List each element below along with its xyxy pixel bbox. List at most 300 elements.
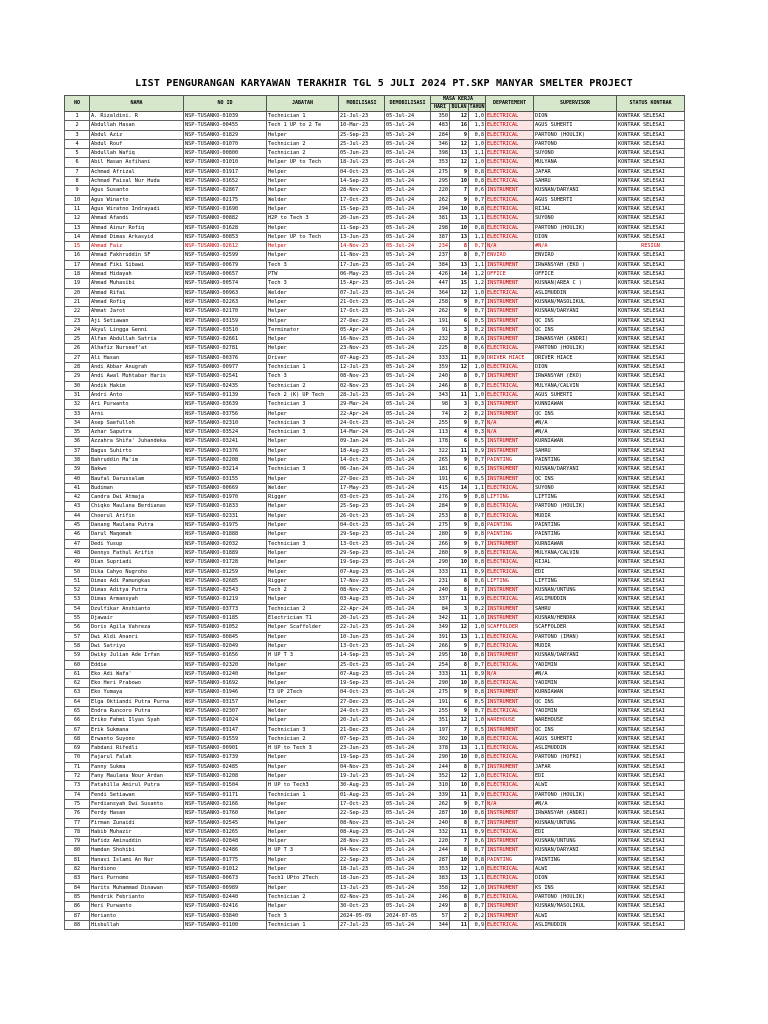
- row-departement: INSTRUMENT: [486, 186, 534, 195]
- row-no: 26: [65, 344, 90, 353]
- row-supervisor: QC INS: [534, 725, 617, 734]
- row-status-kontrak: KONTRAK SELESAI: [617, 818, 685, 827]
- row-no: 9: [65, 186, 90, 195]
- row-nama: Heri Purwanto: [90, 902, 184, 911]
- row-nama: Ahmad Dimas Arkasyid: [90, 232, 184, 241]
- row-status-kontrak: KONTRAK SELESAI: [617, 465, 685, 474]
- row-status-kontrak: KONTRAK SELESAI: [617, 530, 685, 539]
- row-no: 39: [65, 465, 90, 474]
- row-tahun: 0,8: [469, 781, 486, 790]
- row-tahun: 0,7: [469, 381, 486, 390]
- row-tahun: 1,0: [469, 390, 486, 399]
- row-mobilisasi: 2024-05-09: [339, 911, 385, 920]
- row-no: 48: [65, 548, 90, 557]
- row-hari: 287: [431, 809, 450, 818]
- row-demobilisasi: 2024-07-05: [385, 911, 431, 920]
- row-jabatan: Technician 2: [267, 734, 339, 743]
- row-mobilisasi: 01-Aug-23: [339, 790, 385, 799]
- row-tahun: 0,8: [469, 493, 486, 502]
- row-supervisor: DRIVER HIACE: [534, 353, 617, 362]
- row-departement: INSTRUMENT: [486, 325, 534, 334]
- row-hari: 364: [431, 288, 450, 297]
- row-bulan: 8: [450, 251, 469, 260]
- row-no-id: NSP-TUSANKO-01185: [184, 614, 267, 623]
- row-demobilisasi: 05-Jul-24: [385, 669, 431, 678]
- row-tahun: 0,7: [469, 586, 486, 595]
- row-hari: 266: [431, 539, 450, 548]
- row-jabatan: Helper: [267, 502, 339, 511]
- table-row: [65, 744, 685, 753]
- row-hari: 254: [431, 660, 450, 669]
- row-hari: 344: [431, 920, 450, 929]
- row-demobilisasi: 05-Jul-24: [385, 279, 431, 288]
- row-nama: Eddie: [90, 660, 184, 669]
- row-hari: 384: [431, 260, 450, 269]
- row-departement: LIFTING: [486, 493, 534, 502]
- row-supervisor: KUSNAN/UNTUNG: [534, 837, 617, 846]
- row-hari: 343: [431, 390, 450, 399]
- row-hari: 262: [431, 195, 450, 204]
- header-status-kontrak: STATUS KONTRAK: [617, 96, 685, 112]
- table-row: [65, 121, 685, 130]
- row-mobilisasi: 25-Sep-23: [339, 502, 385, 511]
- row-nama: Dimas Armansyah: [90, 595, 184, 604]
- row-hari: 352: [431, 772, 450, 781]
- row-nama: Arni: [90, 409, 184, 418]
- row-bulan: 13: [450, 214, 469, 223]
- row-hari: 258: [431, 297, 450, 306]
- row-mobilisasi: 08-Nov-23: [339, 818, 385, 827]
- row-hari: 349: [431, 623, 450, 632]
- row-mobilisasi: 28-Nov-23: [339, 186, 385, 195]
- row-departement: ELECTRICAL: [486, 744, 534, 753]
- row-departement: INSTRUMENT: [486, 688, 534, 697]
- row-demobilisasi: 05-Jul-24: [385, 688, 431, 697]
- row-no-id: NSP-TUSANKO-00800: [184, 149, 267, 158]
- header-departement: DEPARTEMENT: [486, 96, 534, 112]
- row-hari: 287: [431, 855, 450, 864]
- row-demobilisasi: 05-Jul-24: [385, 167, 431, 176]
- row-mobilisasi: 21-Dec-23: [339, 725, 385, 734]
- row-departement: ELECTRICAL: [486, 158, 534, 167]
- row-supervisor: KUSNAN/MASOLIKUL: [534, 902, 617, 911]
- row-tahun: 0,8: [469, 167, 486, 176]
- row-nama: Erik Sukmana: [90, 725, 184, 734]
- row-supervisor: MULYANA/CALVIN: [534, 548, 617, 557]
- row-jabatan: Helper: [267, 679, 339, 688]
- row-bulan: 8: [450, 902, 469, 911]
- row-no: 43: [65, 502, 90, 511]
- row-mobilisasi: 13-Jun-23: [339, 232, 385, 241]
- row-tahun: 0,8: [469, 855, 486, 864]
- row-mobilisasi: 25-Jul-23: [339, 139, 385, 148]
- row-no: 57: [65, 632, 90, 641]
- row-mobilisasi: 22-Apr-24: [339, 409, 385, 418]
- row-departement: ELECTRICAL: [486, 502, 534, 511]
- row-nama: Choerul Arifin: [90, 511, 184, 520]
- row-status-kontrak: KONTRAK SELESAI: [617, 335, 685, 344]
- row-hari: 240: [431, 372, 450, 381]
- row-status-kontrak: KONTRAK SELESAI: [617, 297, 685, 306]
- row-mobilisasi: 28-Jul-23: [339, 390, 385, 399]
- row-departement: ELECTRICAL: [486, 344, 534, 353]
- row-demobilisasi: 05-Jul-24: [385, 632, 431, 641]
- row-mobilisasi: 19-Sep-23: [339, 558, 385, 567]
- row-status-kontrak: KONTRAK SELESAI: [617, 381, 685, 390]
- row-tahun: 1,1: [469, 744, 486, 753]
- row-jabatan: Helper: [267, 799, 339, 808]
- row-tahun: 1,0: [469, 158, 486, 167]
- table-row: [65, 883, 685, 892]
- row-no-id: NSP-TUSANKO-02307: [184, 707, 267, 716]
- row-departement: INSTRUMENT: [486, 400, 534, 409]
- row-no-id: NSP-TUSANKO-02310: [184, 418, 267, 427]
- table-row: [65, 902, 685, 911]
- row-mobilisasi: 19-Sep-23: [339, 753, 385, 762]
- row-nama: Akyul Lingga Genni: [90, 325, 184, 334]
- row-bulan: 3: [450, 325, 469, 334]
- row-tahun: 0,2: [469, 604, 486, 613]
- row-demobilisasi: 05-Jul-24: [385, 465, 431, 474]
- row-status-kontrak: KONTRAK SELESAI: [617, 167, 685, 176]
- row-no: 16: [65, 251, 90, 260]
- table-row: [65, 279, 685, 288]
- row-departement: INSTRUMENT: [486, 818, 534, 827]
- row-bulan: 8: [450, 660, 469, 669]
- row-bulan: 3: [450, 400, 469, 409]
- row-status-kontrak: KONTRAK SELESAI: [617, 186, 685, 195]
- row-mobilisasi: 21-Oct-23: [339, 297, 385, 306]
- row-demobilisasi: 05-Jul-24: [385, 307, 431, 316]
- row-departement: ELECTRICAL: [486, 204, 534, 213]
- row-hari: 244: [431, 846, 450, 855]
- row-nama: Dwi Satriyo: [90, 641, 184, 650]
- row-departement: N/A: [486, 428, 534, 437]
- row-no: 75: [65, 799, 90, 808]
- table-row: [65, 465, 685, 474]
- row-departement: INSTRUMENT: [486, 837, 534, 846]
- header-no-id: NO ID: [184, 96, 267, 112]
- table-row: [65, 558, 685, 567]
- row-departement: ELECTRICAL: [486, 112, 534, 121]
- table-row: [65, 112, 685, 121]
- table-row: [65, 669, 685, 678]
- row-nama: Fabdani Rifedli: [90, 744, 184, 753]
- table-row: [65, 214, 685, 223]
- row-bulan: 9: [450, 688, 469, 697]
- row-no-id: NSP-TUSANKO-01052: [184, 623, 267, 632]
- row-demobilisasi: 05-Jul-24: [385, 753, 431, 762]
- row-bulan: 9: [450, 195, 469, 204]
- row-tahun: 0,7: [469, 242, 486, 251]
- row-mobilisasi: 10-Jun-23: [339, 632, 385, 641]
- header-row-1: [65, 96, 685, 104]
- table-row: [65, 911, 685, 920]
- row-jabatan: Helper: [267, 753, 339, 762]
- row-departement: PAINTING: [486, 855, 534, 864]
- row-demobilisasi: 05-Jul-24: [385, 288, 431, 297]
- row-nama: Abdul Aziz: [90, 130, 184, 139]
- row-no-id: NSP-TUSANKO-00901: [184, 744, 267, 753]
- table-row: [65, 511, 685, 520]
- table-row: [65, 223, 685, 232]
- row-no-id: NSP-TUSANKO-02440: [184, 892, 267, 901]
- table-row: [65, 660, 685, 669]
- row-mobilisasi: 22-Apr-24: [339, 604, 385, 613]
- row-no: 4: [65, 139, 90, 148]
- row-tahun: 1,1: [469, 149, 486, 158]
- row-bulan: 9: [450, 418, 469, 427]
- row-bulan: 10: [450, 558, 469, 567]
- row-nama: Bahruddin Ma'im: [90, 455, 184, 464]
- table-row: [65, 809, 685, 818]
- row-bulan: 7: [450, 837, 469, 846]
- row-bulan: 12: [450, 883, 469, 892]
- row-nama: Harits Muhammad Dinawan: [90, 883, 184, 892]
- row-hari: 191: [431, 474, 450, 483]
- row-demobilisasi: 05-Jul-24: [385, 799, 431, 808]
- row-no: 85: [65, 892, 90, 901]
- row-mobilisasi: 29-Sep-23: [339, 530, 385, 539]
- row-departement: ELECTRICAL: [486, 483, 534, 492]
- row-departement: ELECTRICAL: [486, 632, 534, 641]
- row-nama: Bagus Suhirto: [90, 446, 184, 455]
- row-bulan: 10: [450, 679, 469, 688]
- row-status-kontrak: KONTRAK SELESAI: [617, 892, 685, 901]
- row-demobilisasi: 05-Jul-24: [385, 818, 431, 827]
- row-departement: INSTRUMENT: [486, 465, 534, 474]
- row-no-id: NSP-TUSANKO-01010: [184, 158, 267, 167]
- row-status-kontrak: KONTRAK SELESAI: [617, 623, 685, 632]
- row-no-id: NSP-TUSANKO-02416: [184, 902, 267, 911]
- row-bulan: 9: [450, 548, 469, 557]
- row-jabatan: Helper: [267, 558, 339, 567]
- row-jabatan: Helper: [267, 669, 339, 678]
- row-mobilisasi: 14-Mar-24: [339, 428, 385, 437]
- row-jabatan: Helper: [267, 772, 339, 781]
- row-demobilisasi: 05-Jul-24: [385, 409, 431, 418]
- row-jabatan: Technician 2: [267, 149, 339, 158]
- row-hari: 225: [431, 344, 450, 353]
- row-demobilisasi: 05-Jul-24: [385, 149, 431, 158]
- row-supervisor: IRWANSYAH (ANDRI): [534, 809, 617, 818]
- row-supervisor: #N/A: [534, 799, 617, 808]
- row-demobilisasi: 05-Jul-24: [385, 902, 431, 911]
- row-status-kontrak: KONTRAK SELESAI: [617, 883, 685, 892]
- row-no-id: NSP-TUSANKO-01265: [184, 827, 267, 836]
- row-status-kontrak: RESIGN: [617, 242, 685, 251]
- row-bulan: 8: [450, 762, 469, 771]
- row-departement: WAREHOUSE: [486, 716, 534, 725]
- row-mobilisasi: 08-Aug-23: [339, 827, 385, 836]
- row-no-id: NSP-TUSANKO-00669: [184, 483, 267, 492]
- row-no-id: NSP-TUSANKO-00963: [184, 288, 267, 297]
- row-hari: 98: [431, 400, 450, 409]
- row-tahun: 0,3: [469, 400, 486, 409]
- row-status-kontrak: KONTRAK SELESAI: [617, 679, 685, 688]
- row-departement: INSTRUMENT: [486, 586, 534, 595]
- row-hari: 302: [431, 734, 450, 743]
- row-status-kontrak: KONTRAK SELESAI: [617, 725, 685, 734]
- row-departement: ELECTRICAL: [486, 195, 534, 204]
- row-no: 5: [65, 149, 90, 158]
- row-no-id: NSP-TUSANKO-03214: [184, 465, 267, 474]
- row-mobilisasi: 24-Oct-23: [339, 418, 385, 427]
- row-departement: ELECTRICAL: [486, 874, 534, 883]
- row-no: 24: [65, 325, 90, 334]
- row-no-id: NSP-TUSANKO-01975: [184, 521, 267, 530]
- row-mobilisasi: 14-Oct-23: [339, 455, 385, 464]
- row-supervisor: MUDIR: [534, 641, 617, 650]
- row-supervisor: IRWANSYAH (EKO ): [534, 260, 617, 269]
- row-no-id: NSP-TUSANKO-03241: [184, 437, 267, 446]
- row-jabatan: Helper: [267, 855, 339, 864]
- row-no-id: NSP-TUSANKO-02320: [184, 660, 267, 669]
- row-no-id: NSP-TUSANKO-03155: [184, 474, 267, 483]
- row-mobilisasi: 07-Sep-23: [339, 734, 385, 743]
- row-no: 87: [65, 911, 90, 920]
- table-row: [65, 734, 685, 743]
- row-departement: INSTRUMENT: [486, 260, 534, 269]
- table-row: [65, 270, 685, 279]
- row-departement: ELECTRICAL: [486, 363, 534, 372]
- row-supervisor: ASLIMUDDIN: [534, 744, 617, 753]
- row-mobilisasi: 20-Jun-23: [339, 214, 385, 223]
- row-supervisor: #N/A: [534, 669, 617, 678]
- row-jabatan: PTW: [267, 270, 339, 279]
- row-supervisor: PARTONO (HOULIK): [534, 502, 617, 511]
- row-bulan: 7: [450, 186, 469, 195]
- row-no-id: NSP-TUSANKO-01100: [184, 920, 267, 929]
- row-mobilisasi: 17-Jun-23: [339, 260, 385, 269]
- row-no-id: NSP-TUSANKO-01833: [184, 502, 267, 511]
- row-supervisor: AGUS SUHERTI: [534, 390, 617, 399]
- row-hari: 295: [431, 177, 450, 186]
- table-row: [65, 651, 685, 660]
- row-hari: 383: [431, 874, 450, 883]
- row-departement: INSTRUMENT: [486, 604, 534, 613]
- row-tahun: 0,6: [469, 576, 486, 585]
- row-bulan: 13: [450, 632, 469, 641]
- row-demobilisasi: 05-Jul-24: [385, 251, 431, 260]
- row-hari: 280: [431, 530, 450, 539]
- row-tahun: 0,8: [469, 223, 486, 232]
- row-supervisor: ALWI: [534, 781, 617, 790]
- row-nama: Herianto: [90, 911, 184, 920]
- row-mobilisasi: 28-Nov-23: [339, 837, 385, 846]
- table-row: [65, 186, 685, 195]
- row-mobilisasi: 11-Nov-23: [339, 251, 385, 260]
- row-no: 86: [65, 902, 90, 911]
- row-demobilisasi: 05-Jul-24: [385, 762, 431, 771]
- row-bulan: 10: [450, 753, 469, 762]
- row-no: 76: [65, 809, 90, 818]
- row-tahun: 0,8: [469, 558, 486, 567]
- table-row: [65, 363, 685, 372]
- row-demobilisasi: 05-Jul-24: [385, 809, 431, 818]
- row-nama: Achmad Faisal Nur Huda: [90, 177, 184, 186]
- table-row: [65, 455, 685, 464]
- row-nama: Fatahilla Amirul Putra: [90, 781, 184, 790]
- row-demobilisasi: 05-Jul-24: [385, 707, 431, 716]
- row-nama: Ahmad Fiki Sibawi: [90, 260, 184, 269]
- row-demobilisasi: 05-Jul-24: [385, 316, 431, 325]
- row-nama: Fanny Sukma: [90, 762, 184, 771]
- row-departement: INSTRUMENT: [486, 539, 534, 548]
- row-no-id: NSP-TUSANKO-01559: [184, 734, 267, 743]
- row-no-id: NSP-TUSANKO-01039: [184, 112, 267, 121]
- row-supervisor: JAFAR: [534, 167, 617, 176]
- row-departement: OFFICE: [486, 270, 534, 279]
- row-jabatan: Helper: [267, 521, 339, 530]
- row-mobilisasi: 08-Nov-23: [339, 372, 385, 381]
- row-no: 70: [65, 753, 90, 762]
- row-status-kontrak: KONTRAK SELESAI: [617, 902, 685, 911]
- row-no: 79: [65, 837, 90, 846]
- row-nama: Firman Zunaidi: [90, 818, 184, 827]
- row-jabatan: Tech 1 UP to 2 Te: [267, 121, 339, 130]
- row-demobilisasi: 05-Jul-24: [385, 260, 431, 269]
- table-row: [65, 539, 685, 548]
- row-mobilisasi: 25-Sep-23: [339, 130, 385, 139]
- row-jabatan: Technician 3: [267, 725, 339, 734]
- row-demobilisasi: 05-Jul-24: [385, 344, 431, 353]
- row-demobilisasi: 05-Jul-24: [385, 920, 431, 929]
- row-jabatan: Rigger: [267, 493, 339, 502]
- row-mobilisasi: 23-Nov-23: [339, 344, 385, 353]
- row-supervisor: EDI: [534, 772, 617, 781]
- row-mobilisasi: 19-Sep-23: [339, 679, 385, 688]
- row-no: 38: [65, 455, 90, 464]
- row-no-id: NSP-TUSANKO-02661: [184, 335, 267, 344]
- row-no: 2: [65, 121, 90, 130]
- table-row: [65, 762, 685, 771]
- row-supervisor: EDI: [534, 567, 617, 576]
- row-bulan: 9: [450, 167, 469, 176]
- row-demobilisasi: 05-Jul-24: [385, 530, 431, 539]
- row-bulan: 9: [450, 707, 469, 716]
- row-demobilisasi: 05-Jul-24: [385, 548, 431, 557]
- table-row: [65, 474, 685, 483]
- row-supervisor: KUSNAN/DARYANI: [534, 186, 617, 195]
- row-status-kontrak: KONTRAK SELESAI: [617, 548, 685, 557]
- row-no: 63: [65, 688, 90, 697]
- row-tahun: 0,7: [469, 892, 486, 901]
- row-supervisor: RIJAL: [534, 204, 617, 213]
- row-no-id: NSP-TUSANKO-02166: [184, 799, 267, 808]
- row-bulan: 6: [450, 465, 469, 474]
- row-nama: Elga Oktiandi Putra Purna: [90, 697, 184, 706]
- row-departement: N/A: [486, 418, 534, 427]
- row-tahun: 0,5: [469, 437, 486, 446]
- row-no: 73: [65, 781, 90, 790]
- row-tahun: 1,2: [469, 270, 486, 279]
- row-jabatan: Tech 2 (K) UP Tech: [267, 390, 339, 399]
- row-tahun: 0,8: [469, 130, 486, 139]
- row-supervisor: ASLIMUDDIN: [534, 595, 617, 604]
- row-departement: INSTRUMENT: [486, 911, 534, 920]
- row-hari: 246: [431, 892, 450, 901]
- row-status-kontrak: KONTRAK SELESAI: [617, 307, 685, 316]
- row-departement: ELECTRICAL: [486, 679, 534, 688]
- row-departement: INSTRUMENT: [486, 614, 534, 623]
- row-nama: Djawair: [90, 614, 184, 623]
- row-jabatan: Helper: [267, 809, 339, 818]
- row-demobilisasi: 05-Jul-24: [385, 846, 431, 855]
- row-hari: 387: [431, 232, 450, 241]
- table-row: [65, 604, 685, 613]
- row-demobilisasi: 05-Jul-24: [385, 874, 431, 883]
